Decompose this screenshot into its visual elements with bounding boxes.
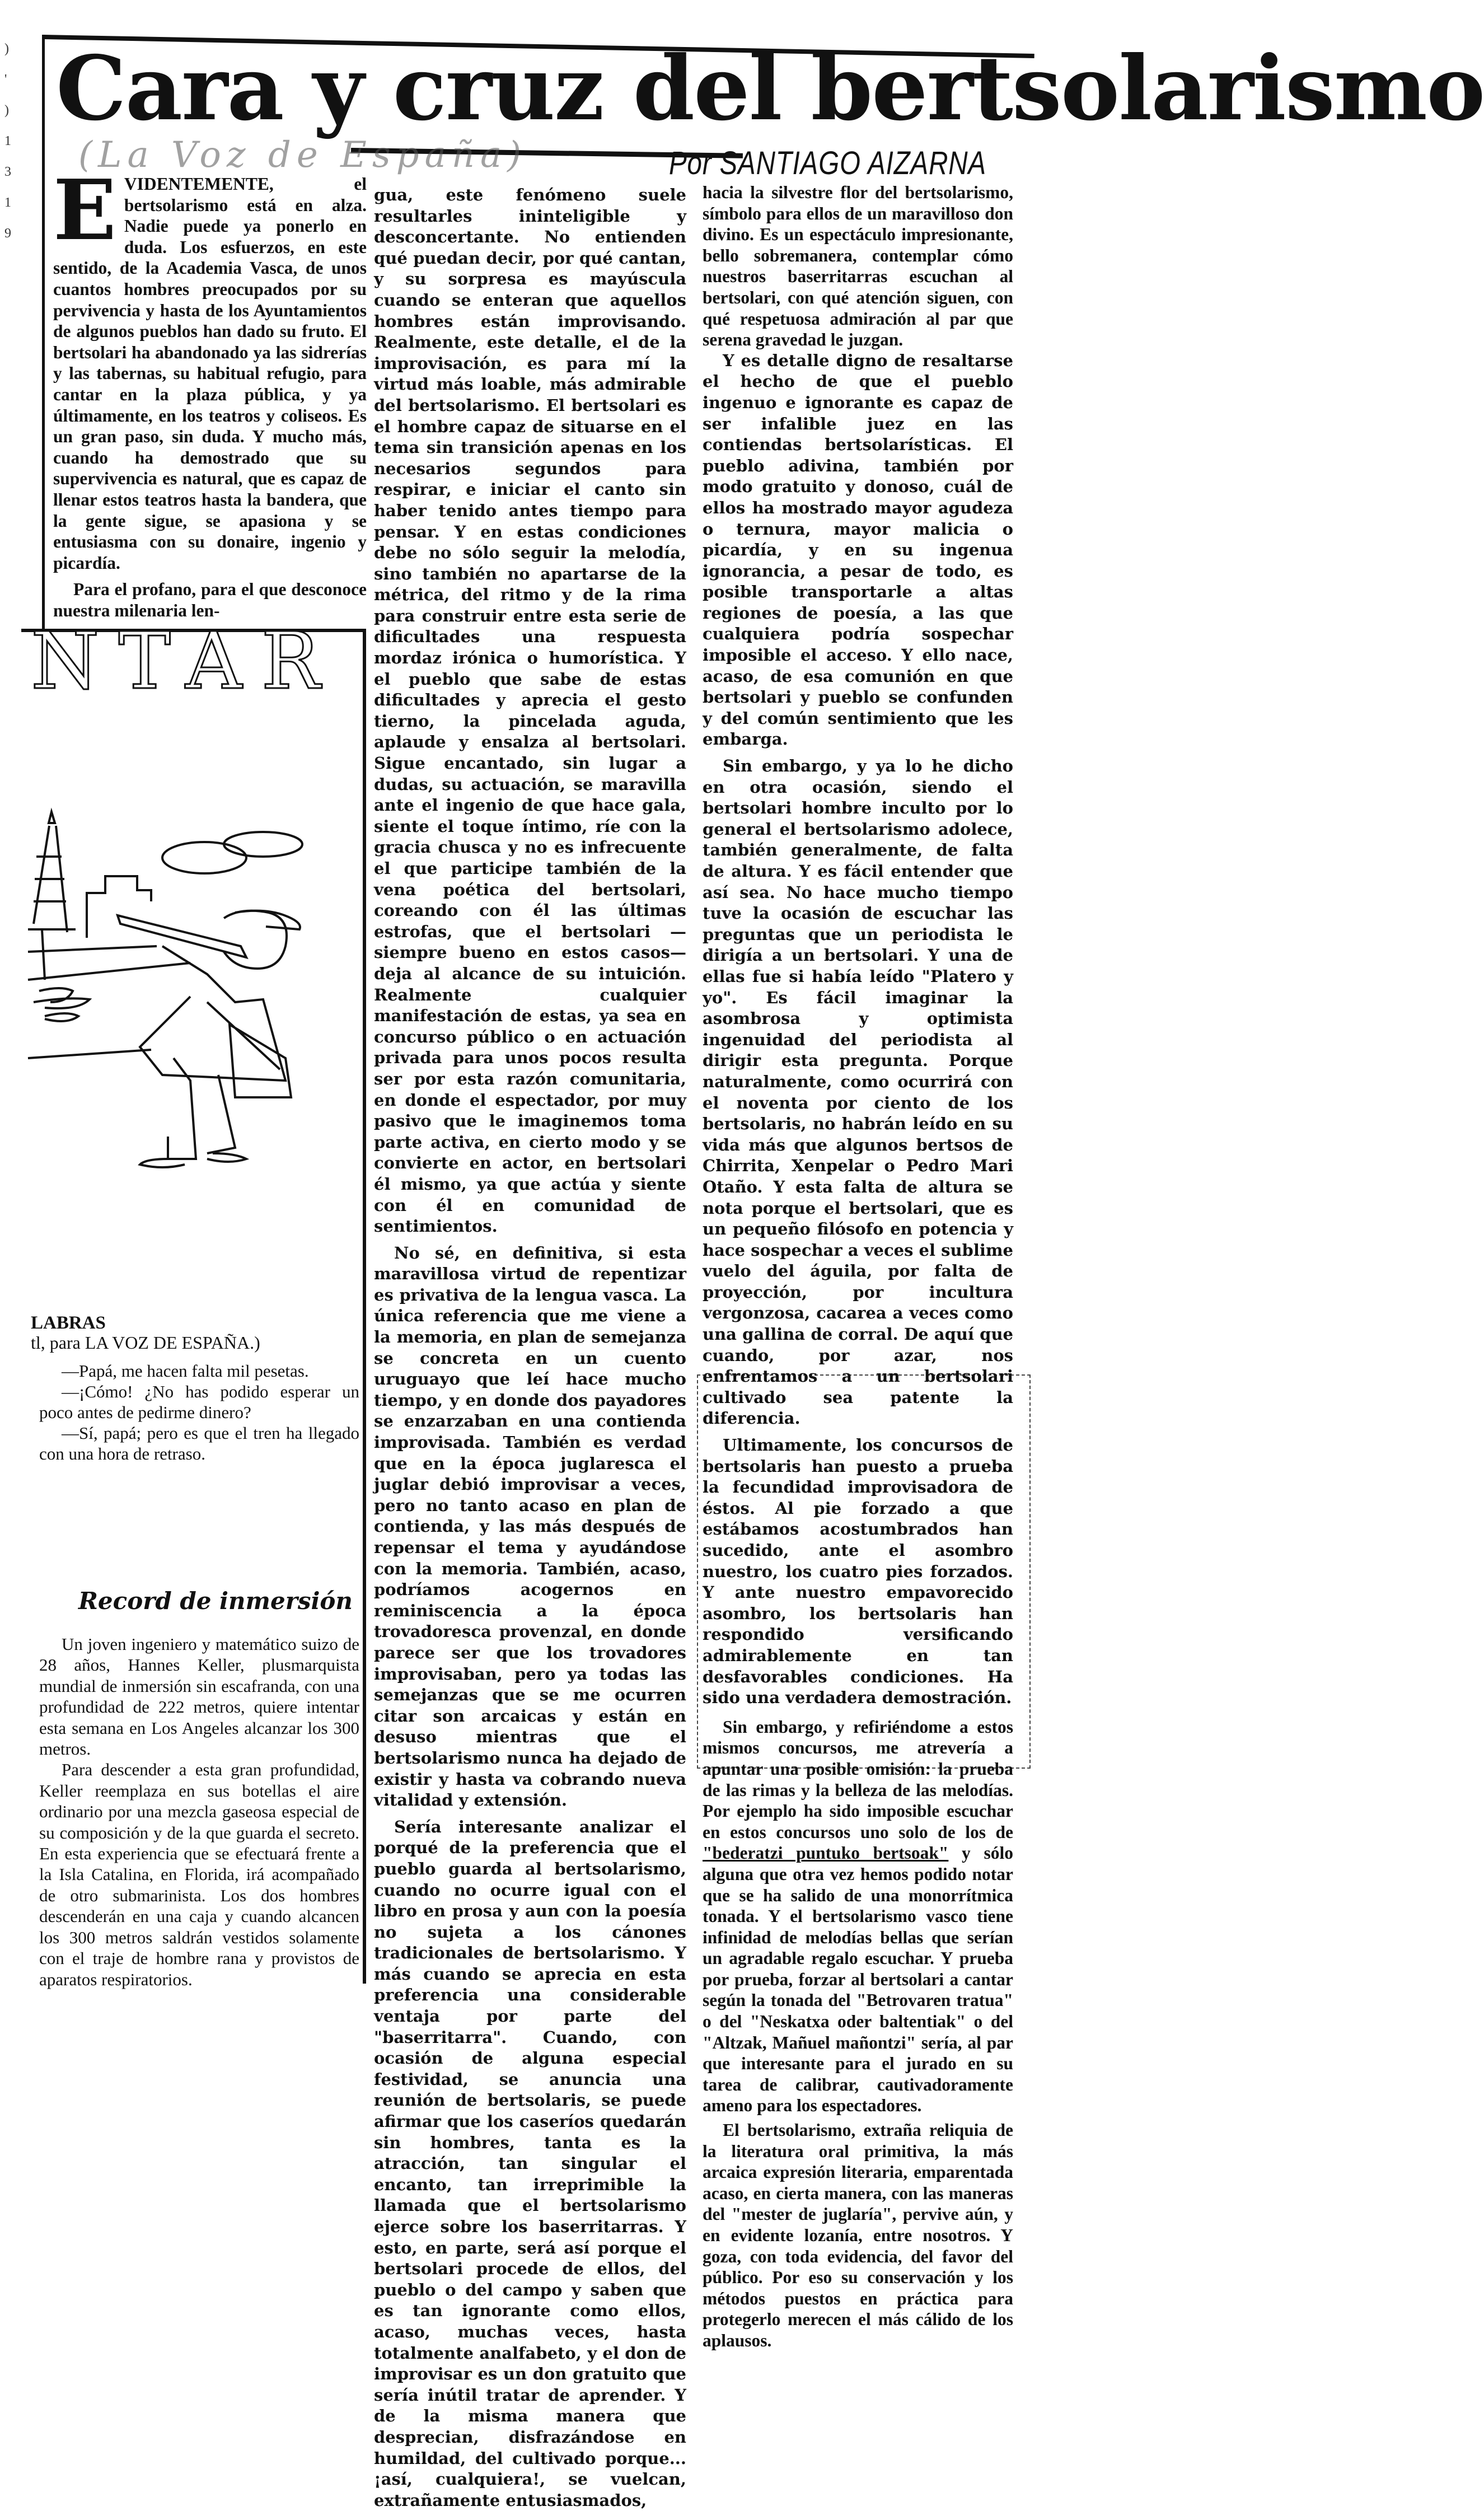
byline: Por SANTIAGO AIZARNA	[669, 145, 986, 181]
street-lines-drawing	[28, 946, 190, 1058]
paragraph: Un joven ingeniero y matemático suizo de 28 años, Hannes Keller, plusmarquista mundial de inmersión sin escafranda, con una profundidad de 222 metros, quiere intentar esta semana en Los Angeles alcanzar los 300 metros.	[39, 1634, 359, 1759]
cartoon-dialogue	[39, 1360, 359, 1464]
man-with-rifle-drawing	[118, 911, 300, 1167]
drop-cap: E	[53, 161, 116, 259]
dialogue-line: —Papá, me hacen falta mil pesetas.	[62, 1361, 309, 1381]
cartoon-box-right-rule	[363, 629, 366, 1984]
dialogue-line: —¡Cómo! ¿No has podido esperar un poco antes de pedirme dinero?	[39, 1382, 359, 1422]
column-1	[53, 161, 367, 621]
column-3	[703, 182, 1013, 2351]
news-body	[39, 1634, 359, 1990]
dialogue-line: —Sí, papá; pero es que el tren ha llegado con una hora de retraso.	[39, 1423, 359, 1463]
paragraph: Para descender a esta gran profundidad, Keller reemplaza en sus botellas el aire ordinario por una mezcla gaseosa especial de su composición y de la que guarda el secreto. En esta experiencia que se efectuará frente a la Isla Catalina, en Florida, irá acompañado de otro submarinista. Los dos hombres descenderán en una caja y cuando alcancen los 300 metros saldrán vestidos solamente con el traje de hombre rana y provistos de aparatos respiratorios.	[39, 1760, 359, 1989]
lead-paragraph: EVIDENTEMENTE, el bertsolarismo está en alza. Nadie puede ya ponerlo en duda. Los esfuerzos, en este sentido, de la Academia Vasca, de unos cuantos hombres preocupados por su pervivencia y hasta de los Ayuntamientos de algunos pueblos han dado su fruto. El bertsolari ha abandonado ya las sidrerías y las tabernas, su habitual refugio, para cantar en la plaza pública, y ya últimamente, en los teatros y coliseos. Es un gran paso, sin duda. Y mucho más, cuando ha demostrado que su supervivencia es natural, que es capaz de llenar estos teatros hasta la bandera, que la gente sigue, se apasiona y se entusiasma con su donaire, ingenio y picardía.	[53, 161, 367, 573]
paragraph: Para el profano, para el que desconoce nuestra milenaria len-	[53, 579, 367, 620]
clouds-drawing	[162, 832, 302, 873]
paragraph: Sería interesante analizar el porqué de la preferencia que el pueblo guarda al bertsolarismo, cuando no ocurre igual con el libro en prosa y aun con la poesía no sujeta a los cánones tradicionales de bertsolarismo. Y más cuando se aprecia en esta preferencia una considerable ventaja por parte del "baserritarra". Cuando, con ocasión de alguna especial festividad, se anuncia una reunión de bertsolaris, se puede afirmar que los caseríos quedarán sin hombres, tanta es la atracción, tan singular el encanto, tan irreprimible la llamada que el bertsolarismo ejerce sobre los baserritarras. Y esto, en parte, será así porque el bertsolari procede de ellos, del pueblo o del campo y saben que es tan ignorante como ellos, acaso, muchas veces, hasta totalmente analfabeto, y el don de improvisar es un don gratuito que sería inútil tratar de aprender. Y de la misma manera que desprecian, disfrazándose en humildad, del cultivado porque... ¡así, cualquiera!, se vuelcan, extrañamente entusiasmados,	[374, 1817, 686, 2510]
cartoon-section-title: NTAR	[31, 616, 339, 707]
radio-tower-drawing	[28, 812, 76, 980]
paragraph: Ultimamente, los concursos de bertsolaris han puesto a prueba la fecundidad improvisadora de éstos. Al pie forzado a que estábamos acostumbrados han sucedido, ante el asombro nuestro, los cuatro pies forzados. Y ante nuestro empavorecido asombro, los bertsolaris han respondido versificando admirablemente en tan desfavorables condiciones. Ha sido una verdadera demostración.	[703, 1435, 1013, 1708]
paragraph: El bertsolarismo, extraña reliquia de la literatura oral primitiva, la más arcaica expresión literaria, emparentada acaso, en cierta manera, con las maneras del "mester de juglaría", pervive aún, y en evidente lozanía, entre nosotros. Y goza, con toda evidencia, del favor del público. Por eso su conservación y los métodos puestos en práctica para protegerlo merecen el más cálido de los aplausos.	[703, 2120, 1013, 2350]
article-title: Cara y cruz del bertsolarismo	[56, 37, 1484, 141]
cartoon-illustration	[22, 711, 358, 1288]
paragraph: Sin embargo, y ya lo he dicho en otra ocasión, siendo el bertsolari hombre inculto por lo general el bertsolarismo adolece, también generalmente, de falta de altura. Y es fácil entender que así sea. No hace mucho tiempo tuve la ocasión de escuchar las preguntas que un periodista le dirigía a un bertsolari. Y una de ellas fue si había leído "Platero y yo". Es fácil imaginar la asombrosa y optimista ingenuidad del periodista al dirigir esta pregunta. Porque naturalmente, como ocurrirá con el noventa por ciento de los bertsolaris, no habrán leído en su vida más que algunos bertsos de Chirrita, Xenpelar o Pedro Mari Otaño. Y esta falta de altura se nota porque el bertsolari, que es un pequeño filósofo en potencia y hace sospechar a veces el sublime vuelo del águila, por falta de proyección, por incultura vergonzosa, cacarea a veces como una gallina de corral. De aquí que cuando, por azar, nos enfrentamos a un bertsolari cultivado sea patente la diferencia.	[703, 756, 1013, 1428]
underlined-phrase: "bederatzi puntuko bertsoak"	[703, 1843, 949, 1863]
article-left-border	[42, 35, 45, 687]
paragraph: No sé, en definitiva, si esta maravillosa virtud de repentizar es privativa de la lengua vasca. La única referencia que me viene a la memoria, en plan de semejanza se concreta en un cuento uruguayo que leí hace mucho tiempo, y en donde dos payadores se enzarzaban en una contienda improvisada. También es verdad que en la época juglaresca el juglar debió improvisar a veces, pero no tanto acaso en plan de contienda, y las más después de repensar el tema y ayudándose con la memoria. También, acaso, podríamos acogernos en reminiscencia a la época trovadoresca provenzal, en donde parece ser que los trovadores improvisaban, pero ya todas las semejanzas que se me ocurren citar son arcaicas y están en desuso mientras que el bertsolarismo nunca ha dejado de existir y hasta va cobrando nueva vitalidad y extensión.	[374, 1243, 686, 1810]
news-headline: Record de inmersión	[78, 1587, 353, 1615]
handwritten-source-note: (La Voz de España)	[78, 134, 527, 176]
paragraph: hacia la silvestre flor del bertsolarismo, símbolo para ellos de un maravilloso don divino. Es un espectáculo impresionante, bello sobremanera, contemplar cómo nuestros baserritarras escuchan al bertsolari, con qué atención siguen, con qué respetuosa admiración al par que serena gravedad le juzgan.	[703, 183, 1013, 350]
cartoon-caption: tl, para LA VOZ DE ESPAÑA.)	[31, 1332, 260, 1353]
cartoon-author: LABRAS	[31, 1313, 106, 1333]
boxed-paragraph: Sin embargo, y refiriéndome a estos mismos concursos, me atrevería a apuntar una posible omisión: la prueba de las rimas y la belleza de las melodías. Por ejemplo ha sido imposible escuchar en estos concursos uno solo de los de "bederatzi puntuko bertsoak" y sólo alguna que otra vez hemos podido notar que se ha salido de una monorrítmica tonada. Y el bertsolarismo vasco tiene infinidad de melodías bellas que serían un agradable regalo escuchar. Y prueba por prueba, forzar al bertsolari a cantar según la tonada del "Betrovaren tratua" o del "Neskatxa oder baltentiak" o del "Altzak, Mañuel mañontzi" sería, al par que interesante para el jurado en su tarea de calibrar, cautivadoramente ameno para los espectadores.	[703, 1717, 1013, 2116]
paragraph: Y es detalle digno de resaltarse el hecho de que el pueblo ingenuo e ignorante es capaz de ser infalible juez en las contiendas bertsolarísticas. El pueblo adivina, también por modo gratuito y donoso, cuál de ellos ha mostrado mayor agudeza o ternura, mayor malicia o picardía, y en su ingenua ignorancia, a pesar de todo, es posible transportarle a altas regiones de poesía, a las que cualquiera podría sospechar imposible el acceso. Y ello nace, acaso, de esa comunión en que bertsolari y pueblo se confunden y del común sentimiento que les embarga.	[703, 350, 1013, 749]
column-2	[374, 185, 686, 2511]
paragraph: gua, este fenómeno suele resultarles ininteligible y desconcertante. No entienden qué puedan decir, por qué cantan, y su sorpresa es mayúscula cuando se enteran que aquellos hombres están improvisando. Realmente, este detalle, el de la improvisación, es para mí la virtud más loable, más admirable del bertsolarismo. El bertsolari es el hombre capaz de situarse en el tema sin transición apenas en los necesarios segundos para respirar, e iniciar el canto sin haber tenido antes tiempo para pensar. Y en estas condiciones debe no sólo seguir la melodía, sino también no apartarse de la métrica, del ritmo y de la rima para construir entre esta serie de dificultades una respuesta mordaz irónica o humorística. Y el pueblo que sabe de estas dificultades y aprecia el gesto tierno, la pincelada aguda, aplaude y ensalza al bertsolari. Sigue encantado, sin lugar a dudas, su actuación, se maravilla ante el ingenio de que hace gala, siente el toque íntimo, ríe con la gracia chusca y no es infrecuente el que participe también de la vena poética del bertsolari, coreando con él las últimas estrofas, que el bertsolari —siempre bueno en estos casos— deja al alcance de su intuición. Realmente cualquier manifestación de estas, ya sea en concurso público o en actuación privada para unos pocos resulta ser por esta razón comunitaria, en donde el espectador, por muy pasivo que le imaginemos toma parte activa, en cierto modo y se convierte en actor, en bertsolari él mismo, ya que actúa y siente con él en comunidad de sentimientos.	[374, 185, 686, 1236]
margin-clipping-marks: ) ' ) 1 3 1 9	[4, 41, 11, 241]
